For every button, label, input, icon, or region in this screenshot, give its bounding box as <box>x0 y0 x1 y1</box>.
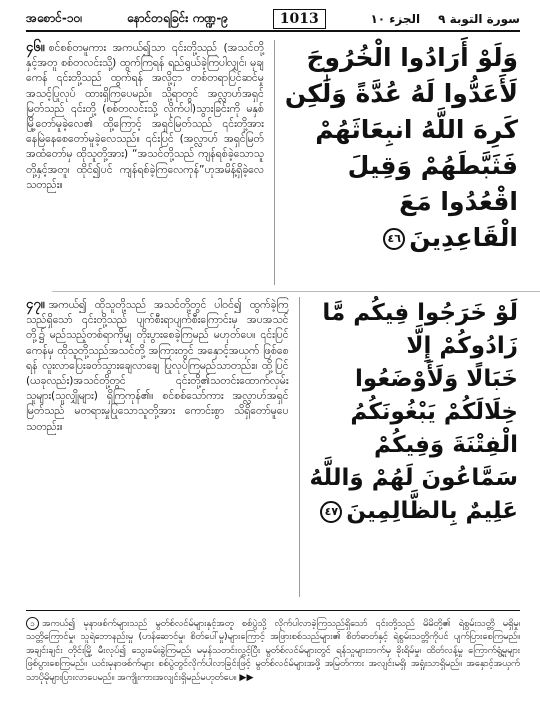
verse-46-translation <box>26 40 264 285</box>
verse-46-text: စင်စစ်တမူကား အကယ်၍သာ ၎င်းတို့သည် (အသင်တို့နှင့်အတူ စစ်တလင်းသို့) ထွက်ကြရန် ရည်ရွယ်ခဲ့ကြပါလျှင်၊ မုချကေန် ၎င်းတို့သည် ထွက်ရန် အလို့ငှာ တစ်တရာပြင်ဆင်မှု အသင့်ပြုလုပ် ထားရှိကြပေမည်။ သို့ရာတွင် အလ္လာဟ်အရှင်မြတ်သည် ၎င်းတို့ (စစ်တလင်းသို့ လိုက်ပါ)သွားခြင်းကို မနှစ်မြို့တော်မူခဲ့လေ၏ ထို့ကြောင့် အရှင်မြတ်သည် ၎င်းတို့အား နေမြဲနေစေတော်မူခဲ့လေသည်။ ၎င်းပြင် (အလ္လာဟ် အရှင်မြတ်အထံတော်မှ ထိုသူတို့အား) “အသင်တို့သည် ကျန်ရစ်ခဲ့သောသူတို့နှင့်အတူ၊ ထိုင်၍ပင် ကျန်ရစ်ခဲ့ကြလေကုန်”ဟုအမိန့်ရှိခဲ့လေသတည်း။ <box>26 42 264 191</box>
page-number: 1013 <box>273 9 326 29</box>
arabic-line-text: عَلِيمٌ بِالظَّالِمِينَ <box>346 498 518 524</box>
verse-47-arabic <box>310 297 520 597</box>
verse-46-arabic <box>285 40 520 285</box>
arabic-line: سَمَّاعُونَ لَهُمْ وَاللَّهُ <box>309 465 518 491</box>
ayah-marker-47: ٤٧ <box>320 501 342 523</box>
arabic-line: وَلَوْ أَرَادُوا الْخُرُوجَ <box>306 43 518 72</box>
verse-47-translation <box>26 297 289 597</box>
surah-name: سورة التوبة ٩ <box>438 12 520 26</box>
arabic-line: فَثَبَّطَهُمْ وَقِيلَ <box>347 151 518 180</box>
verse-46-number: ၄၆။ <box>26 40 45 55</box>
arabic-line: زَادُوكُمْ إِلَّا <box>406 333 518 359</box>
page-header <box>26 8 520 32</box>
arabic-line: خَبَالًا وَلَأَوْضَعُوا <box>355 366 518 392</box>
verse-sections <box>26 40 520 597</box>
arabic-line-last <box>310 495 518 528</box>
arabic-line-last <box>285 220 518 256</box>
surah-juz-label <box>370 12 520 26</box>
juz-name: الجزء ١٠ <box>370 12 421 26</box>
arabic-line: خِلَالَكُمْ يَبْغُونَكُمُ <box>350 399 518 425</box>
section-separator <box>52 291 540 292</box>
chapter-label: နောင်တရခြင်း ကဏ္ဍ-၉ <box>126 11 229 25</box>
column-divider <box>299 297 300 597</box>
arabic-line: لَأَعَدُّوا لَهُ عُدَّةً وَلَٰكِن <box>284 79 518 108</box>
arabic-line: لَوْ خَرَجُوا فِيكُم مَّا <box>322 300 518 326</box>
arabic-line: كَرِهَ اللَّهُ انبِعَاثَهُمْ <box>315 115 518 144</box>
verse-47-number: ၄၇။ <box>26 297 45 312</box>
footnote <box>26 610 520 698</box>
arabic-line: الْفِتْنَةَ وَفِيكُمْ <box>374 432 518 458</box>
volume-label: အစောင်-၁၀၊ <box>26 11 83 25</box>
column-divider <box>274 40 275 285</box>
verse-47-text: အကယ်၍ ထိုသူတို့သည် အသင်တို့တွင် ပါဝင်၍ ထွက်ခဲ့ကြသည်ရှိသော် ၎င်းတို့သည် ပျက်စီးရာပျက်စီးကြောင်းမှ အပအသင်တို့၌ မည်သည့်တစ်ရာကိုမျှ တိုးပွားစေခဲ့ကြမည် မဟုတ်ပေ။ ၎င်းပြင်ကေန်မှ ထိုသူတို့သည်အသင်တို့ အကြားတွင် အနှောင့်အယှက် ဖြစ်စေရန် လူးလာပြေးခတ်သွားချေလာချေ ပြုလုပ်ကြမည်သာတည်း။ ထို့ပြင် (ယခုလည်း)အသင်တို့တွင် ၎င်းတို့၏သတင်းထောက်လှမ်းသူများ(သူလျှိုများ) ရှိကြကုန်၏။ စင်စစ်သော်ကား အလ္လာဟ်အရှင်မြတ်သည် မတရားမှုပြုသောသူတို့အား ကောင်းစွာ သိရှိတော်မူပေသတည်း။ <box>26 299 289 433</box>
verse-47-section <box>26 297 520 597</box>
ayah-marker-46: ٤٦ <box>383 228 405 250</box>
verse-46-section <box>26 40 520 285</box>
footnote-marker: ၁ <box>26 617 39 630</box>
footnote-text: အကယ်၍ မုနာဖစ်က်များသည် မွတ်စ်လင်မ်များနှင့်အတူ စစ်ပွဲသို့ လိုက်ပါလာခဲ့ကြသည်ရှိသော် ၎င်းတို့သည် မိမိတို့၏ ရဲစွမ်းသတ္တိ မရှိမှု၊ သတ္တိကြောင်မှု၊ သူရဲဘောနည်းမှု (ဟန်ဆောင်မှု၊ စိတ်ပေါ်မှု)များကြောင့် အဖြားစစ်သည်များ၏ စိတ်ဓာတ်နှင့် ရဲစွမ်းသတ္တိကိုပင် ပျက်ပြားစေကြမည်။ အချင်းချင်း တိုင်းမြို့ မီးလုပ်၍ သွေးခမ်းခွဲကြမည်၊ မမှန်သတင်းလွှင့်ပြီး မွတ်စ်လင်မ်များတွင် ရန်သူများဘက်မှ ခိုးရိမ်မှု၊ ထိတ်လန့်မှု ကြောက်ရွံ့မှုများဖြစ်ပွားစေကြမည်။ ယင်းမုနာဖစ်က်များ စစ်ပွဲတွင်လိုက်ပါလာခြင်းဖြင့် မွတ်စ်လင်မ်များအဖို့ အမြတ်ကား အလျင်းမရှိ၊ အရှုံးသာရှိမည်။ အနှောင့်အယှက်သာပိုမိုများပြားလာပေမည်။ အကျိုးကားအလျင်းရှိမည်မဟုတ်ပေ။ ▶▶ <box>26 618 520 683</box>
arabic-line: اقْعُدُوا مَعَ <box>399 187 518 216</box>
arabic-line-text: الْقَاعِدِينَ <box>409 223 518 252</box>
